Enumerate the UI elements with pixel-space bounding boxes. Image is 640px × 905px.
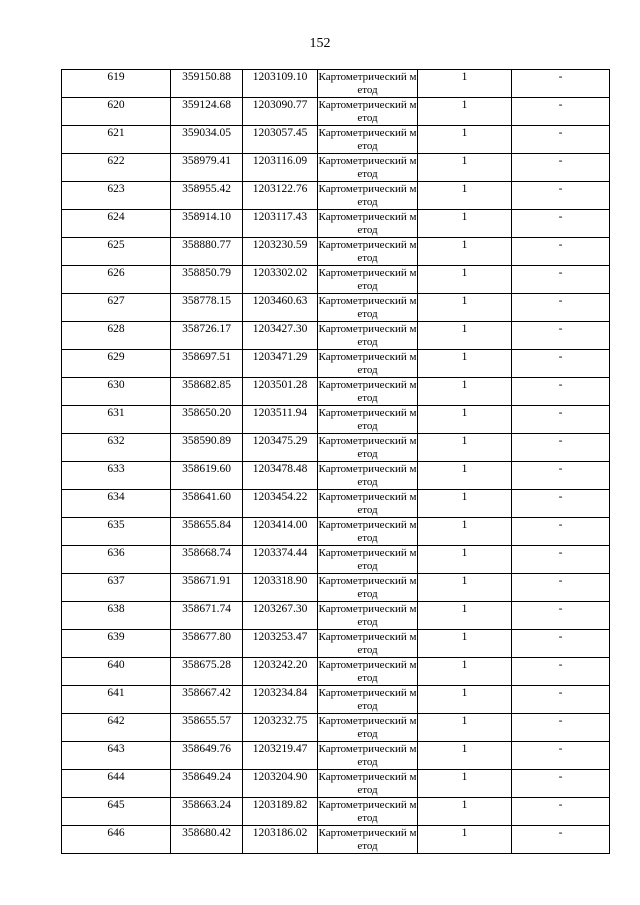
coordinate-x-cell: 358671.74 bbox=[171, 602, 243, 630]
coordinate-x-cell: 358668.74 bbox=[171, 546, 243, 574]
accuracy-cell: 1 bbox=[418, 406, 512, 434]
coordinate-x-cell: 358682.85 bbox=[171, 378, 243, 406]
table-row bbox=[62, 266, 610, 294]
description-cell: - bbox=[512, 98, 610, 126]
description-cell: - bbox=[512, 546, 610, 574]
table-row bbox=[62, 546, 610, 574]
point-number-cell: 642 bbox=[62, 714, 171, 742]
method-cell: Картометрический метод bbox=[318, 743, 417, 768]
method-cell: Картометрический метод bbox=[318, 687, 417, 712]
description-cell: - bbox=[512, 322, 610, 350]
method-cell: Картометрический метод bbox=[318, 715, 417, 740]
description-cell: - bbox=[512, 406, 610, 434]
description-cell: - bbox=[512, 378, 610, 406]
point-number-cell: 629 bbox=[62, 350, 171, 378]
coordinate-y-cell: 1203242.20 bbox=[243, 658, 318, 686]
method-cell: Картометрический метод bbox=[318, 99, 417, 124]
method-cell: Картометрический метод bbox=[318, 547, 417, 572]
method-cell: Картометрический метод bbox=[318, 491, 417, 516]
table-row bbox=[62, 574, 610, 602]
coordinate-y-cell: 1203230.59 bbox=[243, 238, 318, 266]
point-number-cell: 636 bbox=[62, 546, 171, 574]
description-cell: - bbox=[512, 770, 610, 798]
method-cell: Картометрический метод bbox=[318, 771, 417, 796]
coordinate-x-cell: 358671.91 bbox=[171, 574, 243, 602]
accuracy-cell: 1 bbox=[418, 742, 512, 770]
table-row bbox=[62, 714, 610, 742]
method-cell: Картометрический метод bbox=[318, 519, 417, 544]
coordinate-y-cell: 1203478.48 bbox=[243, 462, 318, 490]
description-cell: - bbox=[512, 238, 610, 266]
coordinate-x-cell: 358663.24 bbox=[171, 798, 243, 826]
coordinate-y-cell: 1203302.02 bbox=[243, 266, 318, 294]
accuracy-cell: 1 bbox=[418, 686, 512, 714]
coordinate-y-cell: 1203189.82 bbox=[243, 798, 318, 826]
coordinate-y-cell: 1203501.28 bbox=[243, 378, 318, 406]
coordinate-y-cell: 1203204.90 bbox=[243, 770, 318, 798]
method-cell: Картометрический метод bbox=[318, 407, 417, 432]
table-row bbox=[62, 154, 610, 182]
description-cell: - bbox=[512, 686, 610, 714]
description-cell: - bbox=[512, 462, 610, 490]
accuracy-cell: 1 bbox=[418, 182, 512, 210]
description-cell: - bbox=[512, 154, 610, 182]
method-cell: Картометрический метод bbox=[318, 379, 417, 404]
accuracy-cell: 1 bbox=[418, 630, 512, 658]
method-cell: Картометрический метод bbox=[318, 239, 417, 264]
coordinate-y-cell: 1203117.43 bbox=[243, 210, 318, 238]
table-row bbox=[62, 686, 610, 714]
coordinate-x-cell: 358649.76 bbox=[171, 742, 243, 770]
point-number-cell: 622 bbox=[62, 154, 171, 182]
coordinate-x-cell: 358979.41 bbox=[171, 154, 243, 182]
accuracy-cell: 1 bbox=[418, 378, 512, 406]
description-cell: - bbox=[512, 518, 610, 546]
point-number-cell: 631 bbox=[62, 406, 171, 434]
description-cell: - bbox=[512, 630, 610, 658]
point-number-cell: 643 bbox=[62, 742, 171, 770]
method-cell: Картометрический метод bbox=[318, 603, 417, 628]
coordinate-x-cell: 358641.60 bbox=[171, 490, 243, 518]
description-cell: - bbox=[512, 798, 610, 826]
method-cell: Картометрический метод bbox=[318, 155, 417, 180]
coordinate-y-cell: 1203057.45 bbox=[243, 126, 318, 154]
coordinate-x-cell: 358655.57 bbox=[171, 714, 243, 742]
accuracy-cell: 1 bbox=[418, 266, 512, 294]
coordinate-y-cell: 1203460.63 bbox=[243, 294, 318, 322]
method-cell: Картометрический метод bbox=[318, 295, 417, 320]
coordinate-y-cell: 1203219.47 bbox=[243, 742, 318, 770]
coordinate-x-cell: 358619.60 bbox=[171, 462, 243, 490]
table-row bbox=[62, 238, 610, 266]
accuracy-cell: 1 bbox=[418, 126, 512, 154]
accuracy-cell: 1 bbox=[418, 574, 512, 602]
method-cell: Картометрический метод bbox=[318, 267, 417, 292]
accuracy-cell: 1 bbox=[418, 826, 512, 854]
point-number-cell: 638 bbox=[62, 602, 171, 630]
accuracy-cell: 1 bbox=[418, 714, 512, 742]
description-cell: - bbox=[512, 742, 610, 770]
accuracy-cell: 1 bbox=[418, 98, 512, 126]
accuracy-cell: 1 bbox=[418, 798, 512, 826]
accuracy-cell: 1 bbox=[418, 490, 512, 518]
coordinate-y-cell: 1203471.29 bbox=[243, 350, 318, 378]
method-cell: Картометрический метод bbox=[318, 799, 417, 824]
coordinate-y-cell: 1203122.76 bbox=[243, 182, 318, 210]
coordinate-y-cell: 1203232.75 bbox=[243, 714, 318, 742]
description-cell: - bbox=[512, 658, 610, 686]
table-row bbox=[62, 350, 610, 378]
table-row bbox=[62, 434, 610, 462]
coordinate-x-cell: 358680.42 bbox=[171, 826, 243, 854]
coordinate-y-cell: 1203109.10 bbox=[243, 70, 318, 98]
coordinate-y-cell: 1203116.09 bbox=[243, 154, 318, 182]
accuracy-cell: 1 bbox=[418, 350, 512, 378]
table-row bbox=[62, 518, 610, 546]
table-row bbox=[62, 462, 610, 490]
coordinate-y-cell: 1203475.29 bbox=[243, 434, 318, 462]
point-number-cell: 646 bbox=[62, 826, 171, 854]
table-row bbox=[62, 322, 610, 350]
coordinate-x-cell: 358677.80 bbox=[171, 630, 243, 658]
table-row bbox=[62, 126, 610, 154]
method-cell: Картометрический метод bbox=[318, 435, 417, 460]
description-cell: - bbox=[512, 182, 610, 210]
method-cell: Картометрический метод bbox=[318, 659, 417, 684]
table-row bbox=[62, 658, 610, 686]
method-cell: Картометрический метод bbox=[318, 827, 417, 852]
table-row bbox=[62, 210, 610, 238]
coordinate-x-cell: 358675.28 bbox=[171, 658, 243, 686]
accuracy-cell: 1 bbox=[418, 518, 512, 546]
point-number-cell: 644 bbox=[62, 770, 171, 798]
coordinate-y-cell: 1203414.00 bbox=[243, 518, 318, 546]
coordinate-y-cell: 1203090.77 bbox=[243, 98, 318, 126]
point-number-cell: 645 bbox=[62, 798, 171, 826]
table-row bbox=[62, 182, 610, 210]
coordinate-y-cell: 1203427.30 bbox=[243, 322, 318, 350]
method-cell: Картометрический метод bbox=[318, 351, 417, 376]
point-number-cell: 641 bbox=[62, 686, 171, 714]
coordinate-x-cell: 358726.17 bbox=[171, 322, 243, 350]
accuracy-cell: 1 bbox=[418, 462, 512, 490]
method-cell: Картометрический метод bbox=[318, 323, 417, 348]
table-row bbox=[62, 770, 610, 798]
description-cell: - bbox=[512, 574, 610, 602]
description-cell: - bbox=[512, 434, 610, 462]
point-number-cell: 621 bbox=[62, 126, 171, 154]
table-row bbox=[62, 490, 610, 518]
accuracy-cell: 1 bbox=[418, 70, 512, 98]
method-cell: Картометрический метод bbox=[318, 631, 417, 656]
accuracy-cell: 1 bbox=[418, 770, 512, 798]
coordinate-y-cell: 1203511.94 bbox=[243, 406, 318, 434]
table-row bbox=[62, 798, 610, 826]
point-number-cell: 619 bbox=[62, 70, 171, 98]
point-number-cell: 633 bbox=[62, 462, 171, 490]
point-number-cell: 626 bbox=[62, 266, 171, 294]
table-row bbox=[62, 98, 610, 126]
coordinate-x-cell: 358590.89 bbox=[171, 434, 243, 462]
method-cell: Картометрический метод bbox=[318, 183, 417, 208]
accuracy-cell: 1 bbox=[418, 602, 512, 630]
accuracy-cell: 1 bbox=[418, 238, 512, 266]
table-row bbox=[62, 378, 610, 406]
method-cell: Картометрический метод bbox=[318, 71, 417, 96]
coordinate-x-cell: 358655.84 bbox=[171, 518, 243, 546]
point-number-cell: 628 bbox=[62, 322, 171, 350]
coordinate-x-cell: 358649.24 bbox=[171, 770, 243, 798]
coordinates-table-body bbox=[62, 70, 610, 854]
coordinate-x-cell: 358697.51 bbox=[171, 350, 243, 378]
table-row bbox=[62, 602, 610, 630]
description-cell: - bbox=[512, 602, 610, 630]
point-number-cell: 630 bbox=[62, 378, 171, 406]
coordinate-y-cell: 1203234.84 bbox=[243, 686, 318, 714]
accuracy-cell: 1 bbox=[418, 546, 512, 574]
table-row bbox=[62, 406, 610, 434]
point-number-cell: 635 bbox=[62, 518, 171, 546]
coordinate-x-cell: 358650.20 bbox=[171, 406, 243, 434]
point-number-cell: 637 bbox=[62, 574, 171, 602]
point-number-cell: 632 bbox=[62, 434, 171, 462]
description-cell: - bbox=[512, 70, 610, 98]
coordinates-table bbox=[61, 69, 610, 854]
coordinate-x-cell: 358914.10 bbox=[171, 210, 243, 238]
point-number-cell: 634 bbox=[62, 490, 171, 518]
description-cell: - bbox=[512, 126, 610, 154]
page-number: 152 bbox=[309, 36, 331, 51]
coordinate-y-cell: 1203374.44 bbox=[243, 546, 318, 574]
point-number-cell: 627 bbox=[62, 294, 171, 322]
accuracy-cell: 1 bbox=[418, 322, 512, 350]
point-number-cell: 640 bbox=[62, 658, 171, 686]
accuracy-cell: 1 bbox=[418, 434, 512, 462]
accuracy-cell: 1 bbox=[418, 154, 512, 182]
description-cell: - bbox=[512, 490, 610, 518]
coordinate-x-cell: 358880.77 bbox=[171, 238, 243, 266]
point-number-cell: 620 bbox=[62, 98, 171, 126]
point-number-cell: 623 bbox=[62, 182, 171, 210]
coordinate-x-cell: 358955.42 bbox=[171, 182, 243, 210]
accuracy-cell: 1 bbox=[418, 210, 512, 238]
method-cell: Картометрический метод bbox=[318, 463, 417, 488]
coordinate-x-cell: 358850.79 bbox=[171, 266, 243, 294]
point-number-cell: 624 bbox=[62, 210, 171, 238]
coordinate-y-cell: 1203318.90 bbox=[243, 574, 318, 602]
coordinate-y-cell: 1203267.30 bbox=[243, 602, 318, 630]
method-cell: Картометрический метод bbox=[318, 211, 417, 236]
method-cell: Картометрический метод bbox=[318, 127, 417, 152]
coordinate-y-cell: 1203454.22 bbox=[243, 490, 318, 518]
point-number-cell: 639 bbox=[62, 630, 171, 658]
description-cell: - bbox=[512, 266, 610, 294]
method-cell: Картометрический метод bbox=[318, 575, 417, 600]
table-row bbox=[62, 742, 610, 770]
accuracy-cell: 1 bbox=[418, 658, 512, 686]
table-row bbox=[62, 630, 610, 658]
table-row bbox=[62, 70, 610, 98]
description-cell: - bbox=[512, 350, 610, 378]
coordinate-y-cell: 1203253.47 bbox=[243, 630, 318, 658]
coordinate-x-cell: 359034.05 bbox=[171, 126, 243, 154]
coordinate-x-cell: 358778.15 bbox=[171, 294, 243, 322]
description-cell: - bbox=[512, 210, 610, 238]
table-row bbox=[62, 294, 610, 322]
coordinate-x-cell: 359150.88 bbox=[171, 70, 243, 98]
description-cell: - bbox=[512, 826, 610, 854]
description-cell: - bbox=[512, 714, 610, 742]
description-cell: - bbox=[512, 294, 610, 322]
table-row bbox=[62, 826, 610, 854]
coordinate-y-cell: 1203186.02 bbox=[243, 826, 318, 854]
accuracy-cell: 1 bbox=[418, 294, 512, 322]
point-number-cell: 625 bbox=[62, 238, 171, 266]
coordinate-x-cell: 358667.42 bbox=[171, 686, 243, 714]
coordinate-x-cell: 359124.68 bbox=[171, 98, 243, 126]
